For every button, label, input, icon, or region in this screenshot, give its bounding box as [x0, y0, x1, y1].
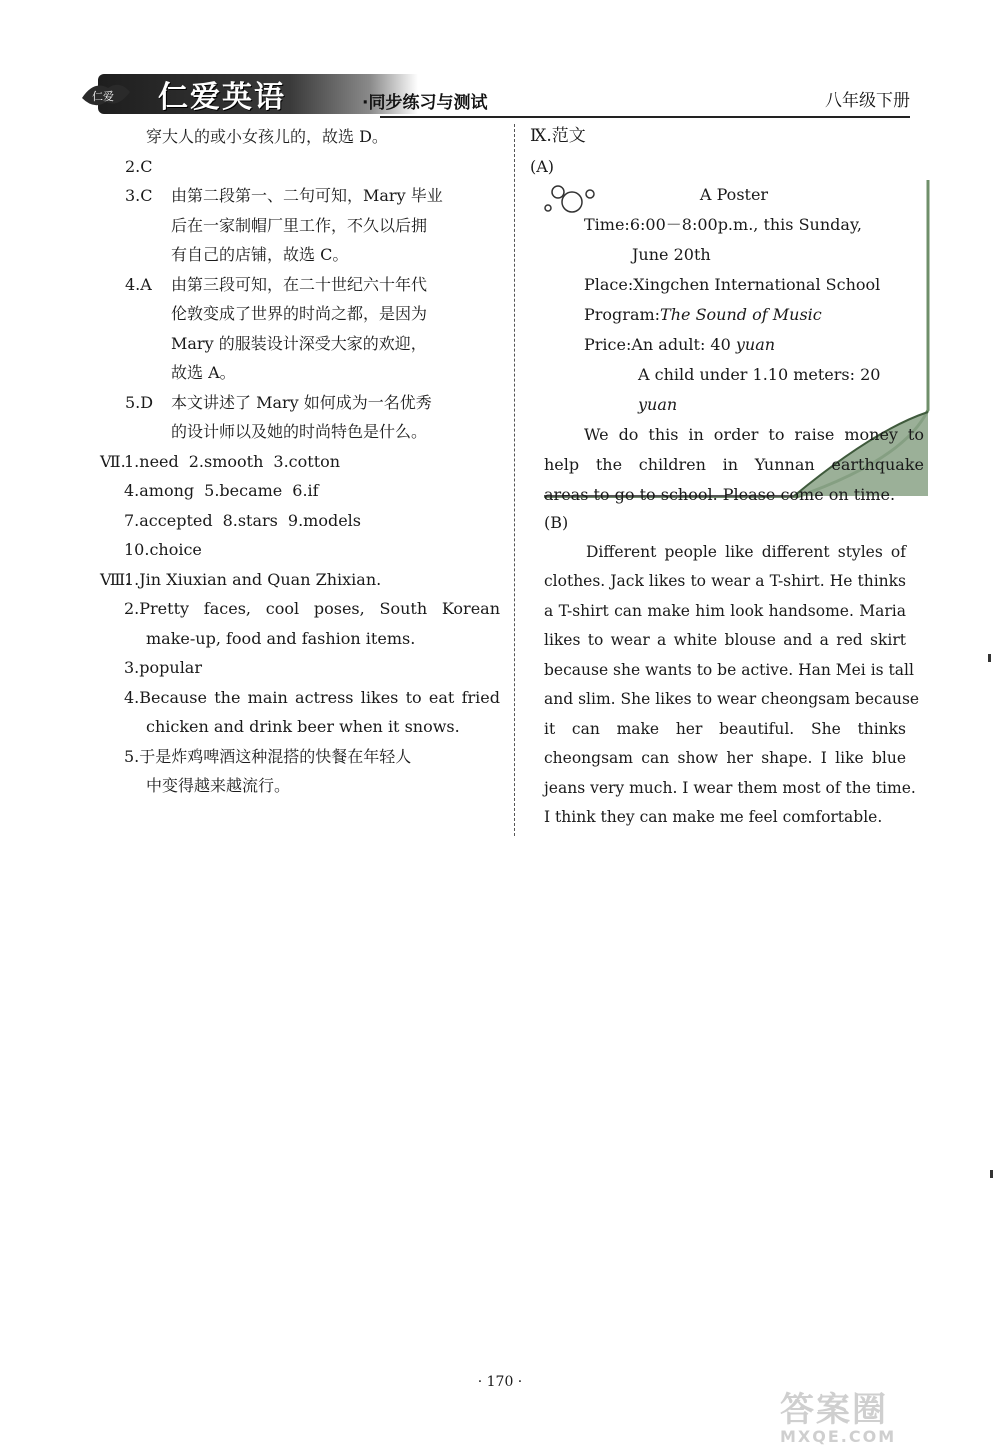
book-subtitle: ·同步练习与测试	[362, 93, 488, 113]
part-b	[544, 508, 920, 833]
part-b-label: (B)	[544, 513, 569, 532]
answer-key: 3.C	[125, 186, 153, 205]
leaf-logo-icon	[80, 78, 132, 112]
poster-body-line: areas to go to school. Please come on time.	[544, 485, 896, 504]
poster-time-cont: June 20th	[632, 245, 711, 264]
answer-key: 2.C	[125, 156, 153, 176]
essay-text: Different people like different styles of clothes. Jack likes to wear a T-shirt. He thinks a T-shirt can make him look handsome. Maria likes to wear a white blouse and a red skirt because she wants to be active. Han Mei is tall and slim. She likes to wear cheongsam because it can make her beautiful. She thinks cheongsam can show her shape. I like blue jeans very much. I wear them most of the time. I think they can make me feel comfortable.	[544, 542, 920, 826]
answer-item	[100, 270, 500, 388]
answer-key: 5.D	[125, 392, 154, 412]
answer-explanation: 本文讲述了 Mary 如何成为一名优秀 的设计师以及她的时尚特色是什么。	[171, 392, 432, 441]
continued-text: 穿大人的或小女孩儿的，故选 D。	[146, 127, 388, 146]
section-vii-answers: 1.need 2.smooth 3.cotton 4.among 5.became 6.if 7.accepted 8.stars 9.models 10.choice	[124, 451, 361, 559]
section-viii	[100, 565, 500, 801]
answer-explanation: 由第三段可知，在二十世纪六十年代 伦敦变成了世界的时尚之都，是因为 Mary 的服装设计深受大家的欢迎， 故选 A。	[171, 274, 428, 382]
bubbles-icon	[544, 180, 600, 220]
watermark: 答案圈 MXQE.COM	[780, 1390, 897, 1446]
answer-item	[100, 152, 500, 182]
section-viii-answers: 1.Jin Xiuxian and Quan Zhixian. 2.Pretty faces, cool poses, South Korean make-up, food and fashion items. 3.popular 4.Because the main actress likes to eat fried chicken and drink beer when it snows. 5.于是炸鸡啤酒这种混搭的快餐在年轻人 中变得越来越流行。	[124, 569, 500, 795]
section-ix-title: Ⅸ.范文	[530, 126, 586, 146]
poster-price: Price:An adult: 40 yuan	[584, 335, 776, 354]
scan-mark	[988, 654, 991, 662]
answer-item	[100, 388, 500, 447]
poster-time: Time:6:00－8:00p.m., this Sunday,	[584, 215, 862, 234]
section-label: Ⅷ.	[100, 569, 131, 589]
grade-label: 八年级下册	[825, 91, 910, 111]
poster-title: A Poster	[699, 185, 769, 204]
answer-key: 4.A	[125, 274, 152, 294]
scan-mark	[990, 1170, 993, 1178]
poster-price-child: A child under 1.10 meters: 20 yuan	[638, 365, 881, 414]
poster-body-line: help the children in Yunnan earthquake	[544, 455, 924, 474]
logo-text: 仁爱	[92, 90, 114, 103]
right-column	[530, 122, 910, 181]
header-rule	[380, 116, 910, 118]
page-number: · 170 ·	[477, 1374, 523, 1390]
part-a-label: (A)	[530, 156, 555, 176]
answer-item	[100, 181, 500, 270]
answer-explanation: 由第二段第一、二句可知，Mary 毕业 后在一家制帽厂里工作，不久以后拥 有自己的店铺，故选 C。	[171, 186, 443, 264]
brand-title: 仁爱英语	[158, 80, 286, 115]
poster-body-line: We do this in order to raise money to	[584, 425, 924, 444]
poster-program: Program:The Sound of Music	[584, 305, 822, 324]
column-divider	[514, 124, 515, 836]
section-label: Ⅶ.	[100, 451, 126, 471]
poster-content	[544, 180, 924, 510]
page-header	[80, 72, 910, 122]
section-vii	[100, 447, 500, 565]
left-column	[100, 122, 500, 801]
poster-box	[544, 180, 930, 504]
poster-place: Place:Xingchen International School	[584, 275, 881, 294]
